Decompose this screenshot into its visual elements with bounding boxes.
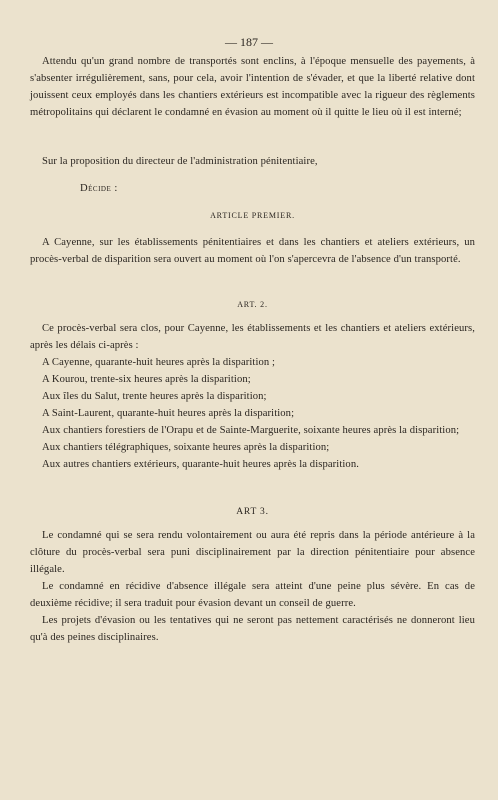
article-2-intro: Ce procès-verbal sera clos, pour Cayenne, les établissements et les chantiers et ateliers extérieurs, après les délais ci-après : xyxy=(30,323,475,351)
article-2-heading: ART. 2. xyxy=(237,300,268,309)
article-1-heading: ARTICLE PREMIER. xyxy=(210,211,295,220)
deadline-item: Aux chantiers télégraphiques, soixante heures après la disparition; xyxy=(42,442,330,453)
deadline-item: Aux îles du Salut, trente heures après la disparition; xyxy=(42,391,267,402)
page-number: — 187 — xyxy=(225,35,273,49)
deadline-item: Aux autres chantiers extérieurs, quarante-huit heures après la disparition. xyxy=(42,459,359,470)
article-2-body xyxy=(30,320,475,473)
article-3-body xyxy=(30,527,475,646)
deadline-item: Aux chantiers forestiers de l'Orapu et de Sainte-Marguerite, soixante heures après la disparition; xyxy=(42,425,460,436)
intro-paragraph: Attendu qu'un grand nombre de transportés sont enclins, à l'époque mensuelle des payements, à s'absenter irrégulièrement, sans, pour cela, avoir l'intention de s'évader, et que la liberté relative dont jouissent ceux employés dans les chantiers extérieurs est incompatible avec la rigueur des règlements métropolitains qui déclarent le condamné en évasion au moment où il quitte le lieu où il est interné; xyxy=(30,56,475,118)
deadline-item: A Kourou, trente-six heures après la disparition; xyxy=(42,374,251,385)
proposal-paragraph: Sur la proposition du directeur de l'administration pénitentiaire, xyxy=(42,156,318,167)
article-3-paragraph: Les projets d'évasion ou les tentatives qui ne seront pas nettement caractérisés ne donneront lieu qu'à des peines disciplinaires. xyxy=(30,615,475,643)
deadline-item: A Cayenne, quarante-huit heures après la disparition ; xyxy=(42,357,276,368)
deadline-item: A Saint-Laurent, quarante-huit heures après la disparition; xyxy=(42,408,295,419)
article-3-heading: ART 3. xyxy=(236,507,269,517)
article-3-paragraph: Le condamné qui se sera rendu volontairement ou aura été repris dans la période antérieure à la clôture du procès-verbal sera puni disciplinairement par la direction pénitentiaire pour absence illégale. xyxy=(30,530,475,575)
decide-heading: Décide : xyxy=(80,183,118,194)
article-1-text: A Cayenne, sur les établissements pénitentiaires et dans les chantiers et ateliers extérieurs, un procès-verbal de disparition sera ouvert au moment où l'on s'apercevra de l'absence d'un transporté. xyxy=(30,237,475,265)
article-3-paragraph: Le condamné en récidive d'absence illégale sera atteint d'une peine plus sévère. En cas de deuxième récidive; il sera traduit pour évasion devant un conseil de guerre. xyxy=(30,581,475,609)
